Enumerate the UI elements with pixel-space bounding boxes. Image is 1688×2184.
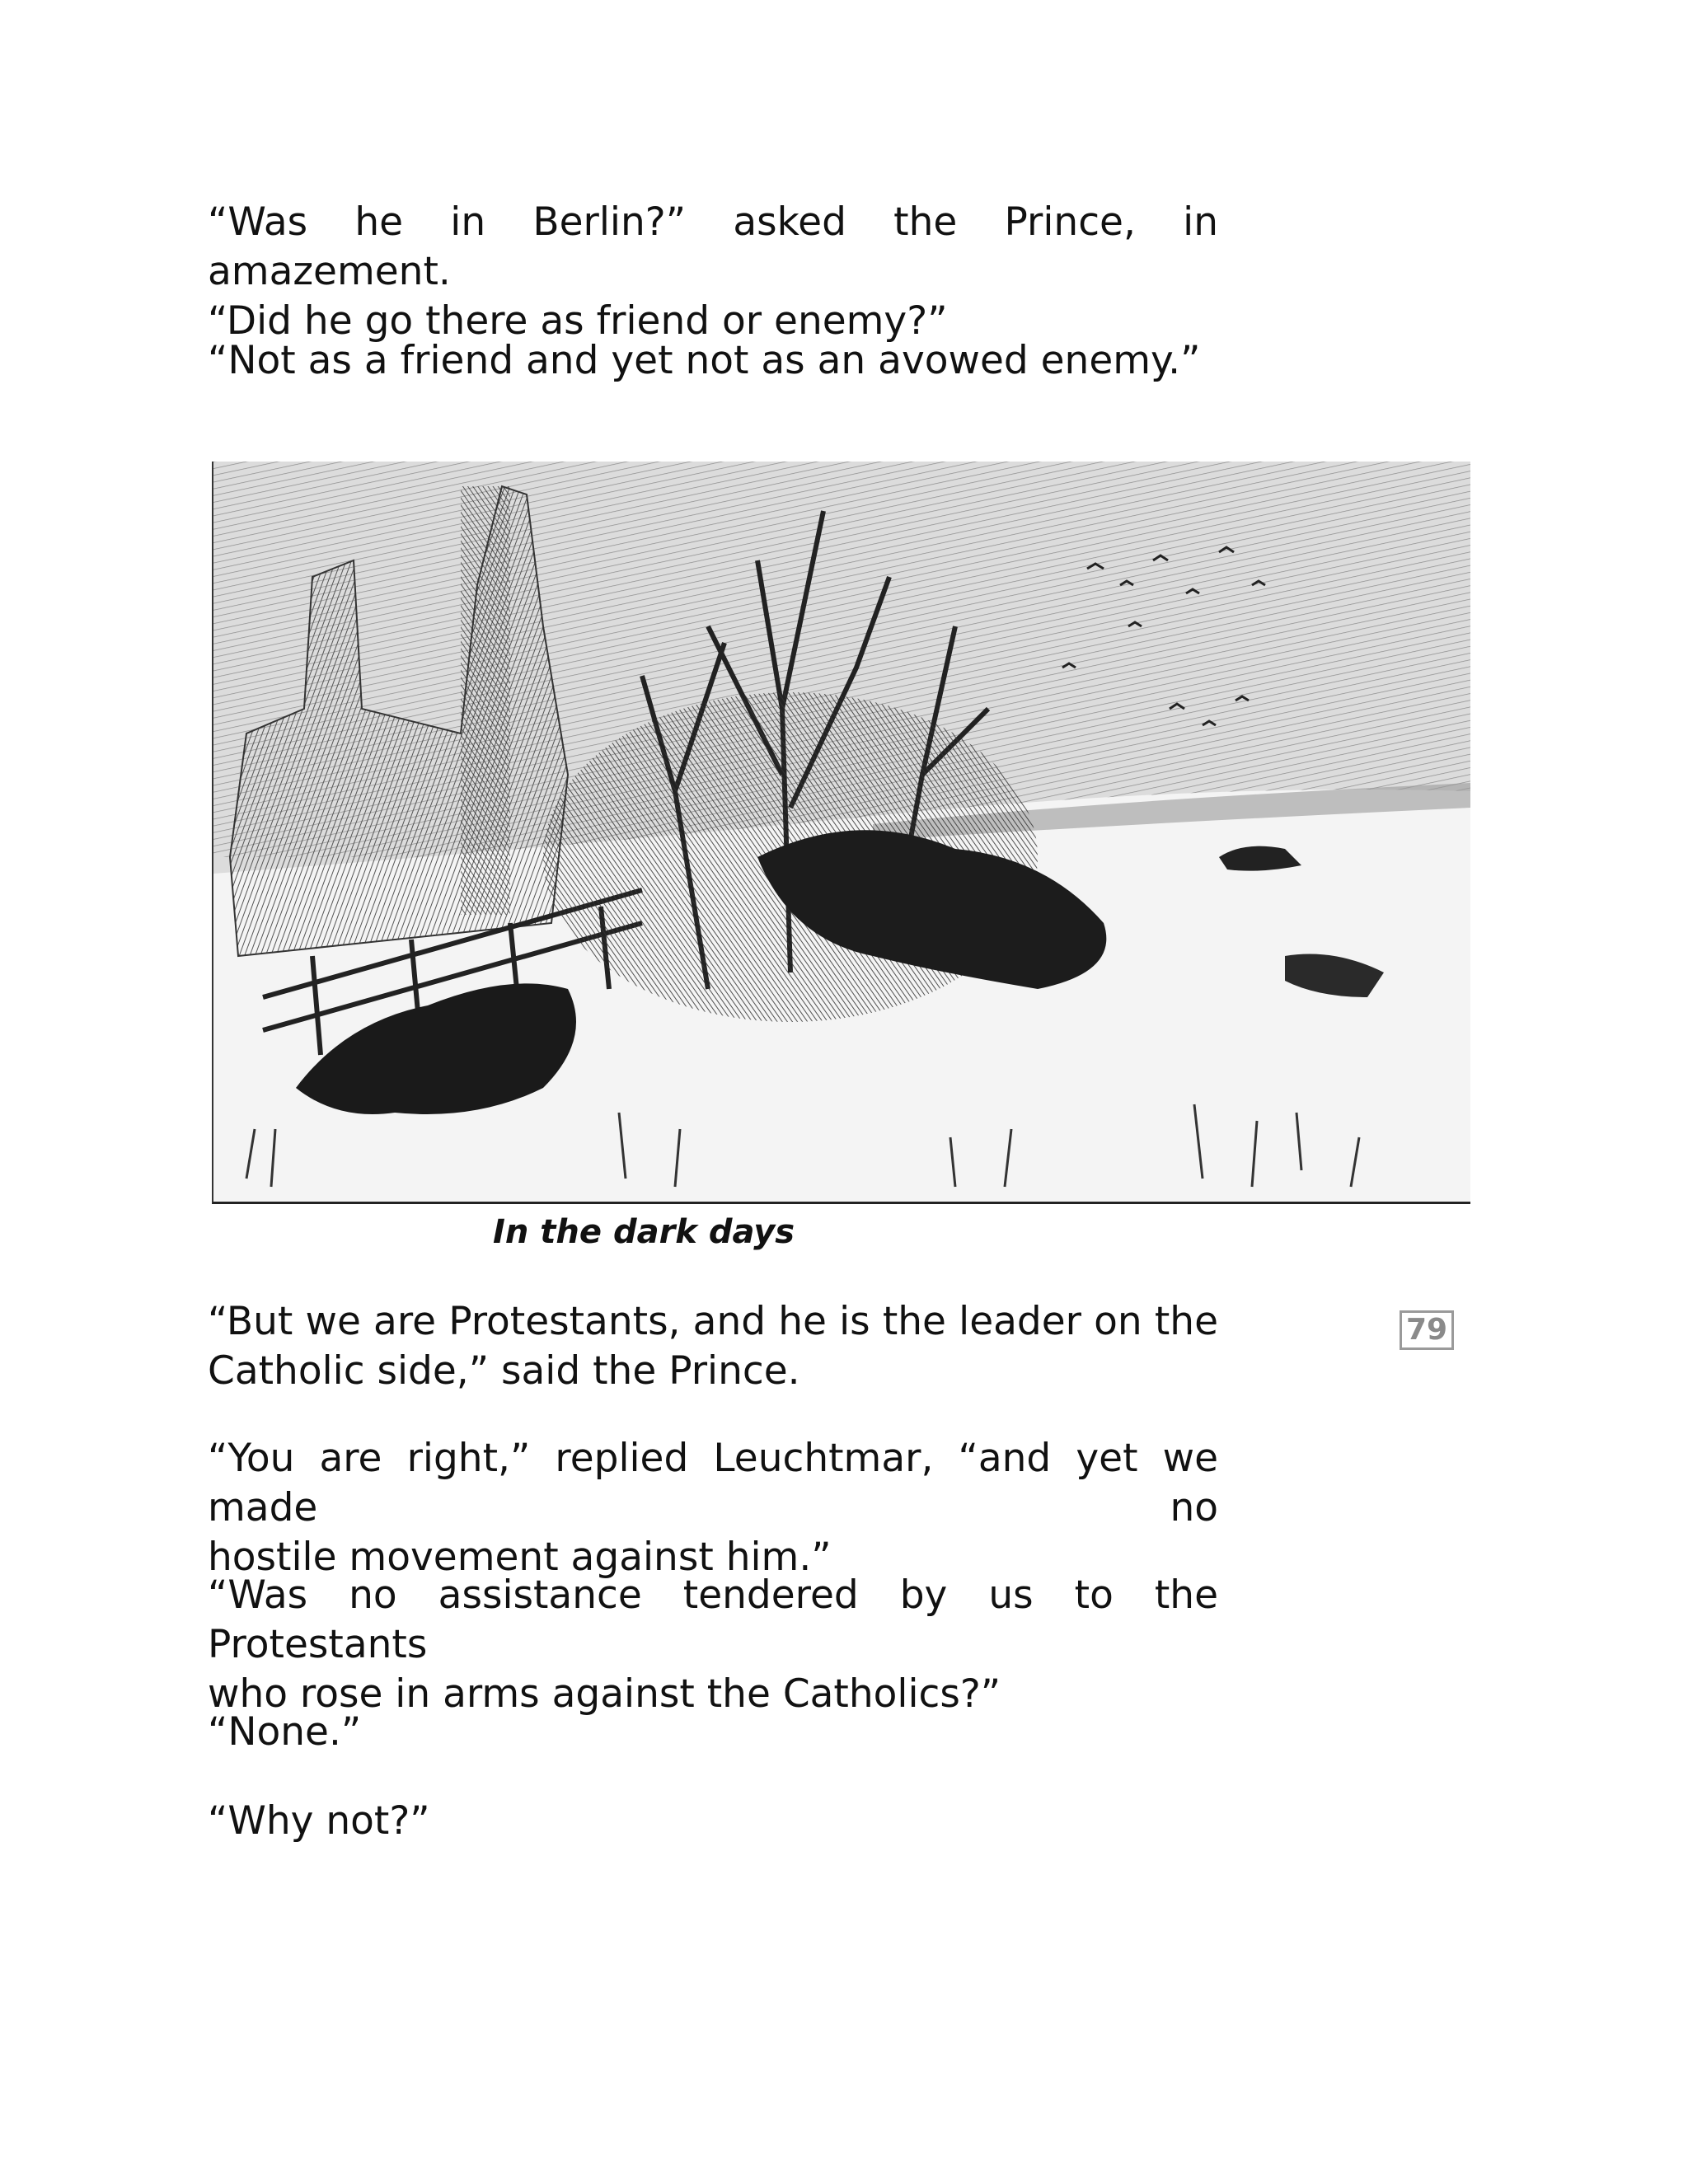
engraving-image	[213, 462, 1470, 1202]
paragraph-line: hostile movement against him.”	[208, 1535, 832, 1580]
paragraph-line: “Not as a friend and yet not as an avowed enemy.”	[208, 338, 1201, 383]
paragraph-none	[208, 1708, 1218, 1757]
page-number: 79	[1400, 1310, 1454, 1350]
paragraph-line: who rose in arms against the Catholics?”	[208, 1671, 1001, 1717]
illustration-caption: In the dark days	[493, 1213, 795, 1251]
paragraph-not-as-friend	[208, 336, 1218, 386]
paragraph-line: “Did he go there as friend or enemy?”	[208, 298, 948, 344]
paragraph-line: “Was no assistance tendered by us to the Protestants	[208, 1572, 1218, 1667]
paragraph-line: “Why not?”	[208, 1798, 430, 1844]
paragraph-berlin-question	[208, 198, 1218, 346]
paragraph-line: “But we are Protestants, and he is the leader on the	[208, 1299, 1218, 1344]
illustration-engraving	[212, 462, 1470, 1204]
paragraph-line: “Was he in Berlin?” asked the Prince, in amazement.	[208, 199, 1218, 294]
paragraph-line: “None.”	[208, 1709, 362, 1755]
paragraph-line: Catholic side,” said the Prince.	[208, 1348, 800, 1394]
paragraph-leuchtmar-reply	[208, 1434, 1218, 1582]
paragraph-assistance-question	[208, 1571, 1218, 1719]
paragraph-protestants	[208, 1297, 1218, 1396]
paragraph-line: “You are right,” replied Leuchtmar, “and yet we made no	[208, 1436, 1218, 1530]
paragraph-why-not	[208, 1797, 1218, 1846]
